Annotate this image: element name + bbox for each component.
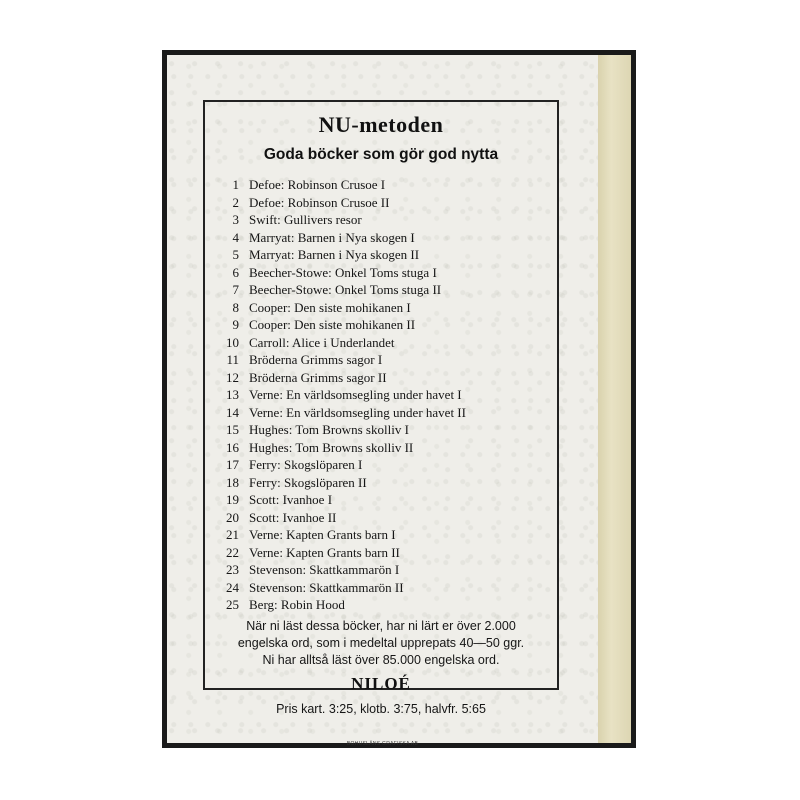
list-item <box>217 369 547 387</box>
book-number: 12 <box>226 369 239 385</box>
list-item <box>217 509 547 527</box>
list-item <box>217 351 547 369</box>
book-title: Bröderna Grimms sagor I <box>249 352 383 367</box>
list-item <box>217 299 547 317</box>
book-number: 8 <box>232 299 239 315</box>
list-item <box>217 579 547 597</box>
book-title: Marryat: Barnen i Nya skogen II <box>249 247 420 262</box>
list-item <box>217 526 547 544</box>
book-title: Carroll: Alice i Underlandet <box>249 334 395 350</box>
page-subtitle: Goda böcker som gör god nytta <box>263 146 499 163</box>
book-title: Scott: Ivanhoe II <box>249 509 337 525</box>
book-title: Cooper: Den siste mohikanen II <box>249 317 416 332</box>
printer-imprint: BOHUSLÄNS GRAFISKA AB <box>346 741 419 747</box>
list-item <box>217 386 547 404</box>
footer-line-3: Ni har alltså läst över 85.000 engelska ord. <box>262 653 500 667</box>
book-title: Beecher-Stowe: Onkel Toms stuga I <box>249 264 437 280</box>
footer-text <box>205 618 557 669</box>
book-number: 16 <box>226 439 239 455</box>
list-item <box>217 176 547 194</box>
advert-frame <box>203 100 559 716</box>
book-title: Stevenson: Skattkammarön II <box>249 579 404 595</box>
book-title: Bröderna Grimms sagor II <box>249 369 387 385</box>
list-item <box>217 491 547 509</box>
book-back-cover <box>162 50 636 748</box>
book-title: Scott: Ivanhoe I <box>249 492 333 507</box>
list-item <box>217 474 547 492</box>
book-number: 7 <box>232 282 239 297</box>
book-spine <box>598 55 631 743</box>
book-title: Ferry: Skogslöparen II <box>249 474 367 490</box>
book-title: Verne: Kapten Grants barn I <box>249 527 396 542</box>
list-item <box>217 439 547 457</box>
footer-line-1: När ni läst dessa böcker, har ni lärt er över 2.000 <box>246 619 516 633</box>
book-number: 23 <box>226 562 239 577</box>
list-item <box>217 544 547 562</box>
book-number: 2 <box>232 194 239 210</box>
book-title: Cooper: Den siste mohikanen I <box>249 299 411 315</box>
list-item <box>217 281 547 299</box>
book-number: 20 <box>226 509 239 525</box>
book-number: 14 <box>226 404 239 420</box>
price-line: Pris kart. 3:25, klotb. 3:75, halvfr. 5:65 <box>276 702 486 716</box>
book-number: 18 <box>226 474 239 490</box>
book-number: 10 <box>226 334 239 350</box>
book-title: Defoe: Robinson Crusoe I <box>249 177 386 192</box>
list-item <box>217 456 547 474</box>
book-title: Marryat: Barnen i Nya skogen I <box>249 229 415 245</box>
footer-line-2: engelska ord, som i medeltal upprepats 40—50 ggr. <box>237 636 525 650</box>
book-number: 4 <box>232 229 239 245</box>
cover-panel <box>167 55 598 747</box>
book-title: Swift: Gullivers resor <box>249 212 362 227</box>
list-item <box>217 316 547 334</box>
book-title: Defoe: Robinson Crusoe II <box>249 194 390 210</box>
book-number: 6 <box>232 264 239 280</box>
book-number: 17 <box>226 457 239 472</box>
list-item <box>217 246 547 264</box>
book-title: Berg: Robin Hood <box>249 597 345 612</box>
list-item <box>217 334 547 352</box>
list-item <box>217 404 547 422</box>
list-item <box>217 421 547 439</box>
book-title: Hughes: Tom Browns skolliv II <box>249 439 414 455</box>
book-title: Verne: En världsomsegling under havet I <box>249 387 462 402</box>
book-number: 11 <box>226 352 239 367</box>
book-number: 15 <box>226 422 239 437</box>
book-number: 5 <box>232 247 239 262</box>
publisher-brand: NILOÉ <box>351 674 411 693</box>
book-number: 22 <box>226 544 239 560</box>
book-number: 24 <box>226 579 239 595</box>
book-title: Ferry: Skogslöparen I <box>249 457 363 472</box>
book-number: 3 <box>232 212 239 227</box>
book-number: 19 <box>226 492 239 507</box>
book-number: 21 <box>226 527 239 542</box>
book-title: Beecher-Stowe: Onkel Toms stuga II <box>249 282 442 297</box>
list-item <box>217 596 547 614</box>
list-item <box>217 264 547 282</box>
list-item <box>217 194 547 212</box>
page-title: NU-metoden <box>318 112 444 137</box>
book-title: Stevenson: Skattkammarön I <box>249 562 400 577</box>
book-title: Verne: Kapten Grants barn II <box>249 544 400 560</box>
list-item <box>217 561 547 579</box>
book-number: 13 <box>226 387 239 402</box>
book-number: 25 <box>226 597 239 612</box>
list-item <box>217 211 547 229</box>
book-number: 9 <box>232 317 239 332</box>
book-title: Hughes: Tom Browns skolliv I <box>249 422 409 437</box>
list-item <box>217 229 547 247</box>
book-title: Verne: En världsomsegling under havet II <box>249 404 466 420</box>
book-number: 1 <box>232 177 239 192</box>
book-list <box>217 176 547 614</box>
